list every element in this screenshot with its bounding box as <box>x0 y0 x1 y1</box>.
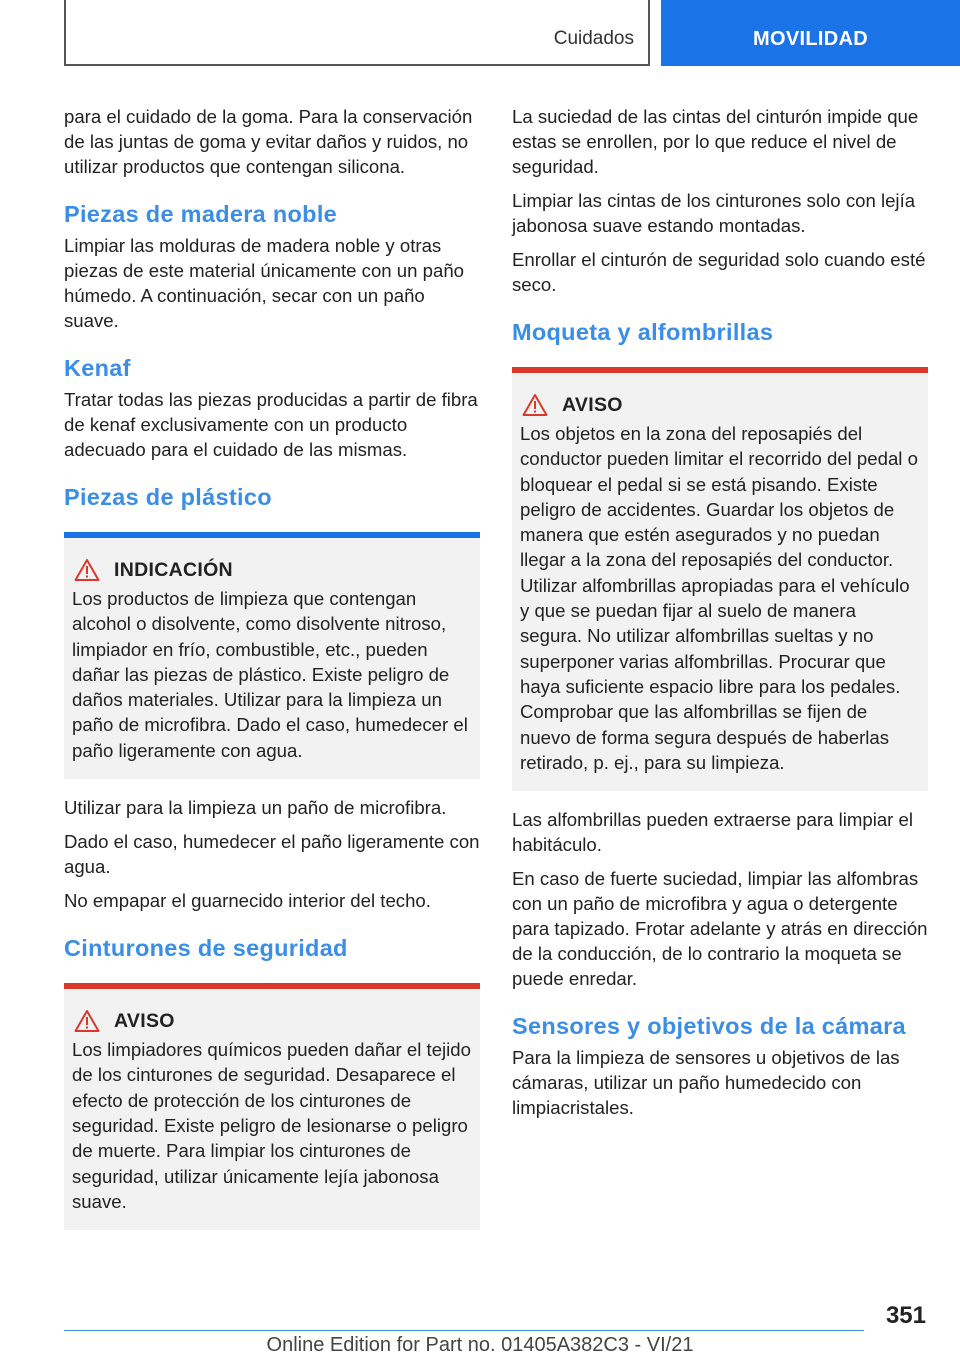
belts-paragraph-1: La suciedad de las cintas del cinturón impide que estas se enrollen, por lo que reduce el nivel de seguridad. <box>512 106 919 177</box>
wood-heading: Piezas de madera noble <box>64 201 338 227</box>
carpet-paragraph-1: Las alfombrillas pueden extraerse para limpiar el habitáculo. <box>512 809 914 856</box>
plastic-paragraph-2: Dado el caso, humedecer el paño ligeramente con agua. <box>64 831 480 878</box>
belts-heading: Cinturones de seguridad <box>64 935 348 962</box>
kenaf-heading: Kenaf <box>64 355 131 381</box>
notice-title: INDICACIÓN <box>114 558 233 581</box>
sensors-heading: Sensores y objetivos de la cámara <box>512 1013 906 1040</box>
header-section-title: Cuidados <box>553 28 634 49</box>
plastic-heading: Piezas de plástico <box>64 484 272 510</box>
belts-paragraph-2: Limpiar las cintas de los cinturones solo con lejía jabonosa suave estando montadas. <box>512 190 916 236</box>
plastic-paragraph-1: Utilizar para la limpieza un paño de microfibra. <box>64 797 447 819</box>
warning-triangle-icon <box>74 558 100 582</box>
page-number: 351 <box>885 1302 926 1329</box>
belts-notice-box <box>64 983 480 1230</box>
notice-title: AVISO <box>114 1009 175 1032</box>
notice-text: Los objetos en la zona del reposapiés del conductor pueden limitar el recorrido del pedal o bloquear el pedal si se está pisando. Existe peligro de accidentes. Guardar los objetos de manera que estén asegurados y no puedan llegar a la zona del reposapiés del conductor. Utilizar alfombrillas apropiadas para el vehículo y que se puedan fijar al suelo de manera segura. No utilizar alfombrillas sueltas y no superponer varias alfombrillas. Procurar que haya suficiente espacio libre para los pedales. Comprobar que las alfombrillas se fijen de nuevo de forma segura después de haberlas retirado, p. ej., para su limpieza. <box>520 423 918 773</box>
carpet-heading: Moqueta y alfombrillas <box>512 319 774 345</box>
carpet-paragraph-2: En caso de fuerte suciedad, limpiar las alfombras con un paño de microfibra y agua o detergente para tapizado. Frotar adelante y atrás en dirección de la conducción, de lo contrario la moqueta se puede enredar. <box>512 868 928 990</box>
notice-title: AVISO <box>562 393 623 416</box>
left-column <box>64 104 480 1246</box>
wood-paragraph: Limpiar las molduras de madera noble y otras piezas de este material únicamente con un paño húmedo. A continuación, secar con un paño suave. <box>64 235 465 331</box>
footer-divider <box>64 1330 864 1331</box>
header-chapter-tab[interactable] <box>661 0 960 66</box>
notice-text: Los productos de limpieza que contengan alcohol o disolvente, como disolvente nitroso, limpiador en frío, combustible, etc., pueden dañar las piezas de plástico. Existe peligro de daños materiales. Utilizar para la limpieza un paño de microfibra. Dado el caso, humedecer el paño ligeramente con agua. <box>72 588 468 761</box>
sensors-paragraph: Para la limpieza de sensores u objetivos de las cámaras, utilizar un paño humedecido con limpiacristales. <box>512 1047 900 1119</box>
footer-edition-text: Online Edition for Part no. 01405A382C3 - VI/21 <box>266 1334 694 1356</box>
header-section-box <box>64 0 650 66</box>
belts-paragraph-3: Enrollar el cinturón de seguridad solo cuando esté seco. <box>512 249 926 295</box>
kenaf-paragraph: Tratar todas las piezas producidas a partir de fibra de kenaf exclusivamente con un producto adecuado para el cuidado de las mismas. <box>64 389 478 460</box>
intro-paragraph: para el cuidado de la goma. Para la conservación de las juntas de goma y evitar daños y ruidos, no utilizar productos que contengan silicona. <box>64 106 473 177</box>
notice-header <box>72 558 474 582</box>
notice-header <box>520 393 922 417</box>
plastic-paragraph-3: No empapar el guarnecido interior del techo. <box>64 890 431 912</box>
page-header <box>0 0 960 66</box>
notice-text: Los limpiadores químicos pueden dañar el tejido de los cinturones de seguridad. Desaparece el efecto de protección de los cinturones de seguridad. Existe peligro de lesionarse o peligro de muerte. Para limpiar los cinturones de seguridad, utilizar únicamente lejía jabonosa suave. <box>72 1039 471 1212</box>
right-column <box>512 104 928 1129</box>
notice-header <box>72 1009 474 1033</box>
header-chapter-label: MOVILIDAD <box>753 28 868 50</box>
warning-triangle-icon <box>522 393 548 417</box>
warning-triangle-icon <box>74 1009 100 1033</box>
plastic-notice-box <box>64 532 480 779</box>
carpet-notice-box <box>512 367 928 791</box>
